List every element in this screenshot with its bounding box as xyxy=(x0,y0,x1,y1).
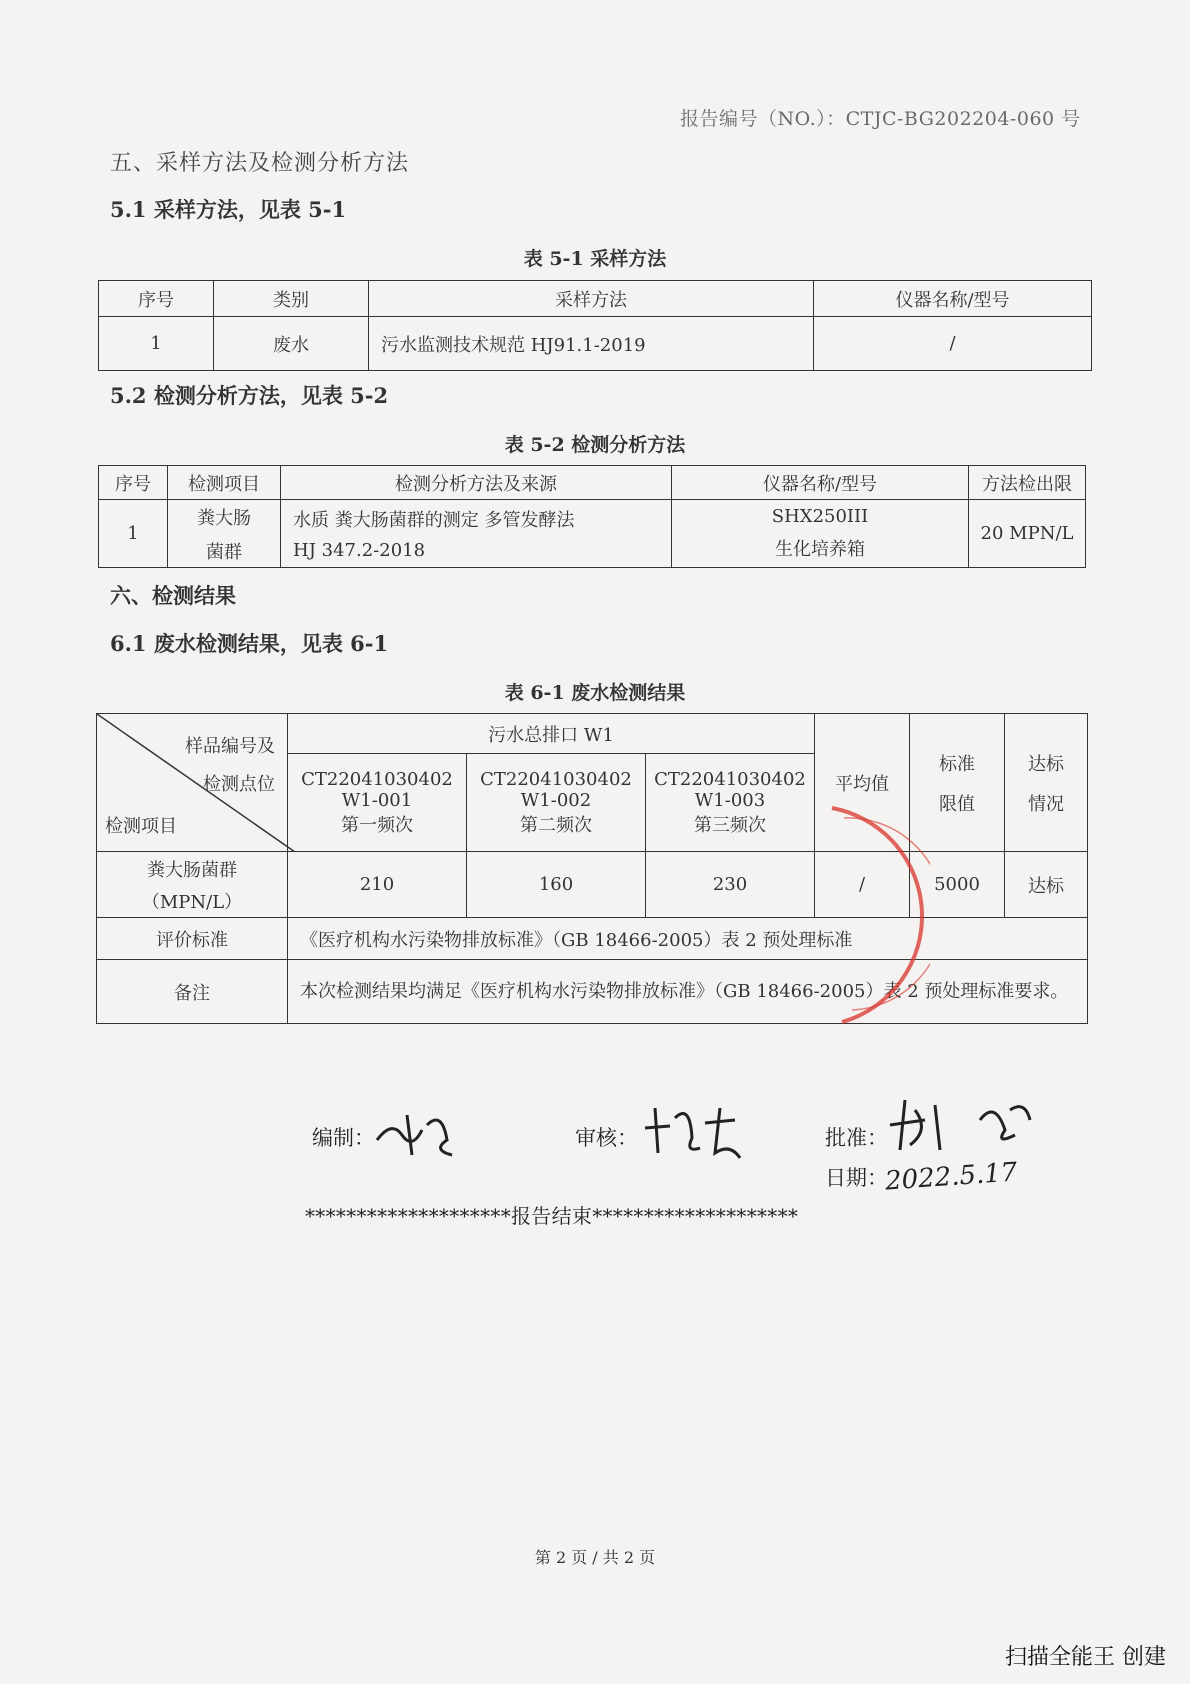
compile-signature xyxy=(372,1100,462,1170)
remark-label: 备注 xyxy=(97,960,288,1024)
avg-header: 平均值 xyxy=(815,714,910,852)
report-number: 报告编号（NO.）：CTJC-BG202204-060 号 xyxy=(680,108,1081,130)
compile-label: 编制： xyxy=(312,1126,375,1150)
method-line: 水质 粪大肠菌群的测定 多管发酵法 xyxy=(293,510,575,531)
avg-cell: / xyxy=(815,852,910,918)
section-5-title: 五、采样方法及检测分析方法 xyxy=(110,151,410,176)
std-header-line: 限值 xyxy=(939,793,975,815)
table-6-1-caption: 表 6-1 废水检测结果 xyxy=(504,682,686,704)
pass-header-line: 达标 xyxy=(1028,753,1064,775)
std-header-line: 标准 xyxy=(939,753,975,775)
table-cell: 废水 xyxy=(214,317,369,371)
diag-bottom-label: 检测项目 xyxy=(105,816,177,837)
sample-code: CT22041030402 xyxy=(301,768,453,790)
table-cell: / xyxy=(814,317,1092,371)
table-header-cell: 采样方法 xyxy=(369,281,814,317)
method-line: HJ 347.2-2018 xyxy=(293,540,426,561)
item-line: 粪大肠 xyxy=(197,507,251,529)
table-header-cell: 检测分析方法及来源 xyxy=(281,466,672,500)
section-6-title: 六、检测结果 xyxy=(110,583,236,608)
item-name: 粪大肠菌群 xyxy=(147,859,237,881)
table-5-2 xyxy=(98,465,1086,568)
sample-header xyxy=(288,754,467,852)
table-cell xyxy=(281,500,672,568)
instrument-line: SHX250III xyxy=(771,506,869,527)
value-cell: 230 xyxy=(646,852,815,918)
table-5-2-caption: 表 5-2 检测分析方法 xyxy=(504,434,686,456)
table-header-cell: 序号 xyxy=(99,281,214,317)
sample-id: W1-003 xyxy=(694,789,766,811)
sample-code: CT22041030402 xyxy=(654,768,806,790)
pass-header-line: 情况 xyxy=(1028,793,1064,815)
sample-code: CT22041030402 xyxy=(480,768,632,790)
seal-stamp xyxy=(820,800,930,1030)
sample-id: W1-002 xyxy=(520,789,592,811)
table-cell xyxy=(672,500,969,568)
std-cell: 5000 xyxy=(910,852,1005,918)
sample-freq: 第二频次 xyxy=(520,814,592,836)
sample-id: W1-001 xyxy=(341,789,413,811)
pass-header xyxy=(1005,714,1088,852)
table-cell: 污水监测技术规范 HJ91.1-2019 xyxy=(369,317,814,371)
table-5-1 xyxy=(98,280,1092,371)
item-unit: （MPN/L） xyxy=(141,891,243,913)
table-header-cell: 方法检出限 xyxy=(969,466,1086,500)
eval-label: 评价标准 xyxy=(97,918,288,960)
date-label: 日期： xyxy=(825,1166,888,1190)
table-header-cell: 仪器名称/型号 xyxy=(814,281,1092,317)
pass-cell: 达标 xyxy=(1005,852,1088,918)
location-header: 污水总排口 W1 xyxy=(288,714,815,754)
sample-freq: 第一频次 xyxy=(341,814,413,836)
page-footer: 第 2 页 / 共 2 页 xyxy=(534,1548,656,1567)
table-header-cell: 检测项目 xyxy=(168,466,281,500)
table-6-1 xyxy=(96,713,1088,1024)
table-cell: 1 xyxy=(99,317,214,371)
value-cell: 160 xyxy=(467,852,646,918)
item-line: 菌群 xyxy=(206,541,242,563)
eval-text: 《医疗机构水污染物排放标准》（GB 18466-2005）表 2 预处理标准 xyxy=(288,918,1088,960)
approve-label: 批准： xyxy=(825,1126,888,1150)
review-label: 审核： xyxy=(575,1126,638,1150)
sample-header xyxy=(467,754,646,852)
item-cell xyxy=(97,852,288,918)
table-header-cell: 仪器名称/型号 xyxy=(672,466,969,500)
table-header-cell: 类别 xyxy=(214,281,369,317)
remark-text: 本次检测结果均满足《医疗机构水污染物排放标准》（GB 18466-2005）表 2 预处理标准要求。 xyxy=(288,960,1088,1024)
date-value: 2022.5.17 xyxy=(884,1157,1019,1197)
approve-signature xyxy=(885,1090,1035,1160)
section-5-2-title: 5.2 检测分析方法，见表 5-2 xyxy=(110,383,389,408)
section-6-1-title: 6.1 废水检测结果，见表 6-1 xyxy=(110,631,389,656)
scanner-watermark: 扫描全能王 创建 xyxy=(1005,1645,1166,1670)
sample-freq: 第三频次 xyxy=(694,814,766,836)
value-cell: 210 xyxy=(288,852,467,918)
table-cell xyxy=(168,500,281,568)
table-cell: 1 xyxy=(99,500,168,568)
review-signature xyxy=(640,1098,750,1168)
diag-top-label: 样品编号及 xyxy=(185,736,275,757)
sample-header xyxy=(646,754,815,852)
table-5-1-caption: 表 5-1 采样方法 xyxy=(523,248,667,270)
diagonal-header-cell xyxy=(97,714,288,852)
table-header-cell: 序号 xyxy=(99,466,168,500)
diag-mid-label: 检测点位 xyxy=(203,774,275,795)
section-5-1-title: 5.1 采样方法，见表 5-1 xyxy=(110,197,347,222)
instrument-line: 生化培养箱 xyxy=(775,539,865,560)
report-end-line: ********************报告结束******************** xyxy=(305,1204,799,1228)
table-cell: 20 MPN/L xyxy=(969,500,1086,568)
